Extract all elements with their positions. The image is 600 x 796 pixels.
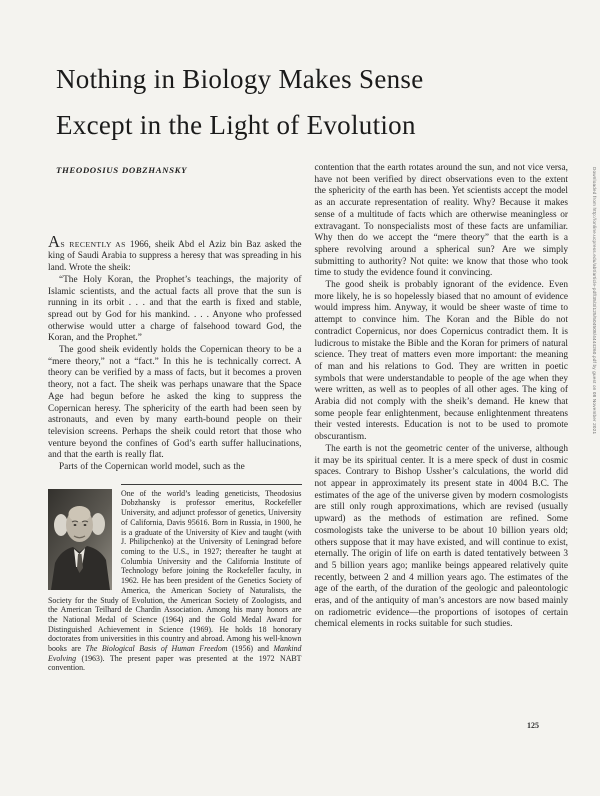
author-bio-caption: One of the world’s leading geneticists, Theodosius Dobzhansky is professor emeritus, Rockefeller University, and adjunct professor of genetics, University of California, Davis 95616. Born in Russia, in 1900, he is a graduate of the University of Kiev and taught (with J. Philipchenko) at the University of Leningrad before coming to the U.S., in 1927; thereafter he taught at Columbia University and the California Institute of Technology before joining the Rockefeller faculty, in 1962. He has been president of the Genetics Society of America, the American Society of Naturalists, the Society for the Study of Evolution, the American Society of Zoologists, and the American Teilhard de Chardin Association. Among his many honors are the National Medal of Science (1964) and the Gold Medal Award for Distinguished Achievement in Science (1969). He holds 18 honorary doctorates from universities in this country and abroad. Among his well-known books are The Biological Basis of Human Freedom (1956) and Mankind Evolving (1963). The present paper was presented at the 1972 NABT convention. <box>48 488 302 673</box>
bio-divider-rule <box>121 484 302 485</box>
article-title-line-2: Except in the Light of Evolution <box>56 110 416 140</box>
portrait-photo <box>48 489 112 590</box>
paragraph-age-of-universe: The earth is not the geometric center of the universe, although it may be its spiritual center. It is a mere speck of dust in cosmic spaces. Contrary to Bishop Ussher’s calculations, the world did not appear in approximately its present state in 4004 B.C. The estimates of the age of the universe given by modern cosmologists are still only rough approximations, which are revised (usually upward) as the methods of estimation are refined. Some cosmologists take the universe to be about 10 billion years old; others suppose that it may have existed, and will continue to exist, eternally. The origin of life on earth is dated tentatively between 3 and 5 billion years ago; manlike beings appeared relatively quite recently, between 2 and 4 million years ago. The estimates of the age of the earth, of the duration of the geologic and paleontologic eras, and of the antiquity of man’s ancestors are now based mainly on radiometric evidence—the proportions of isotopes of certain chemical elements in rocks suitable for such studies. <box>314 443 568 630</box>
paragraph-copernican-model-start: Parts of the Copernican world model, such as the <box>59 462 245 473</box>
article-title <box>56 56 600 148</box>
author-bio-box <box>48 484 302 673</box>
article-title-line-1: Nothing in Biology Makes Sense <box>56 64 424 94</box>
two-column-body <box>48 163 568 673</box>
paragraph-copernican-theory: The good sheik evidently holds the Copernican theory to be a “mere theory,” not a “fact.” In this he is technically correct. A theory can be verified by a mass of facts, but it becomes a proven theory, not a fact. The sheik was perhaps unaware that the Space Age had begun before he asked the king to suppress the Copernican heresy. The sphericity of the earth had been seen by astronauts, and even by many earth-bound people on their television screens. Perhaps the sheik could retort that those who venture beyond the confines of God’s earth suffer hallucinations, and that the earth is really flat. <box>48 345 302 461</box>
page-number: 125 <box>527 721 539 730</box>
download-watermark: Downloaded from http://online.ucpress.edu/abt/article-pdf/35/3/125/504508/4444260.pdf by guest on 08 November 2021 <box>592 167 597 435</box>
left-column <box>48 163 302 673</box>
paragraph-opening: AS RECENTLY AS 1966, sheik Abd el Aziz bin Baz asked the king of Saudi Arabia to suppress a heresy that was spreading in his land. Wrote the sheik: <box>48 231 302 274</box>
paragraph-copernican-model-continued: contention that the earth rotates around the sun, and not vice versa, have not been verified by direct observations even to the extent the sphericity of the earth has been. Yet scientists accept the model as an accurate representation of reality. Why? Because it makes sense of a multitude of facts which are otherwise meaningless or extravagant. To nonspecialists most of these facts are unfamiliar. Why then do we accept the “mere theory” that the earth is a sphere revolving around a spherical sun? Are we simply submitting to authority? Not quite: we know that those who took time to study the evidence found it convincing. <box>314 163 568 279</box>
paragraph-sheik-ignorant: The good sheik is probably ignorant of the evidence. Even more likely, he is so hopelessly biased that no amount of evidence would impress him. Anyway, it would be sheer waste of time to attempt to convince him. The Koran and the Bible do not contradict Copernicus, nor does Copernicus contradict them. It is ludicrous to mistake the Bible and the Koran for primers of natural science. They treat of matters even more important: the meaning of man and his relations to God. They are written in poetic symbols that were understandable to people of the age when they were written, as well as to peoples of all other ages. The king of Arabia did not comply with the sheik’s demand. He knew that some people fear enlightenment, because enlightenment threatens their vested interests. Education is not to be used to promote obscurantism. <box>314 280 568 443</box>
author-name: THEODOSIUS DOBZHANSKY <box>56 165 188 175</box>
paragraph-koran-quote: “The Holy Koran, the Prophet’s teachings, the majority of Islamic scientists, and the actual facts all prove that the sun is running in its orbit . . . and that the earth is fixed and stable, spread out by God for his mankind. . . . Anyone who professed otherwise would utter a charge of falsehood toward God, the Koran, and the Prophet.” <box>48 274 302 344</box>
right-column <box>315 163 569 631</box>
